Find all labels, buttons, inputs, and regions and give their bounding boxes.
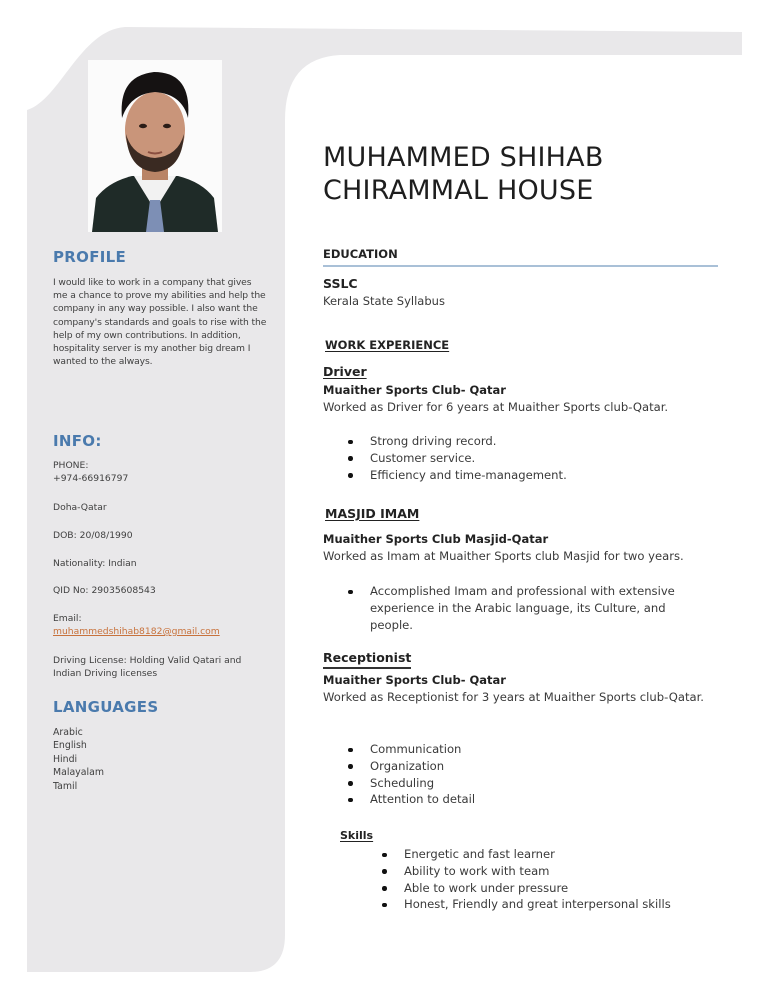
phone-number: +974-66916797 [53,473,129,484]
job-role-receptionist: Receptionist [323,650,411,669]
candidate-name [323,141,604,207]
language-item: Arabic [53,727,83,738]
job-bullets [346,583,701,633]
person-portrait-icon [88,60,222,232]
skill-item: Energetic and fast learner [380,846,671,863]
job-description: Worked as Receptionist for 3 years at Muaither Sports club-Qatar. [323,690,704,704]
work-experience-heading: WORK EXPERIENCE [325,338,450,352]
job-description: Worked as Imam at Muaither Sports club Masjid for two years. [323,549,684,563]
language-item: Malayalam [53,767,104,779]
name-line-1: MUHAMMED SHIHAB [323,142,604,173]
job-role-driver: Driver [323,364,367,379]
profile-heading: PROFILE [53,248,127,266]
skill-item: Honest, Friendly and great interpersonal skills [380,896,671,913]
job-org: Muaither Sports Club- Qatar [323,673,506,687]
job-description: Worked as Driver for 6 years at Muaither Sports club-Qatar. [323,400,669,414]
phone-block [53,459,268,485]
driving-license: Driving License: Holding Valid Qatari and Indian Driving licenses [53,655,242,679]
profile-section [53,248,268,368]
job-org: Muaither Sports Club Masjid-Qatar [323,532,549,546]
job-bullets [346,433,567,483]
bullet-item: Accomplished Imam and professional with extensive experience in the Arabic language, its Culture, and people. [346,583,701,633]
bullet-item: Customer service. [346,450,567,467]
info-heading: INFO: [53,432,102,450]
language-item: Tamil [53,780,78,792]
languages-list [53,726,104,793]
date-of-birth: DOB: 20/08/1990 [53,530,133,541]
skills-list [380,846,671,913]
language-item: English [53,740,87,752]
bullet-item: Strong driving record. [346,433,567,450]
email-label: Email: [53,613,82,624]
education-degree: SSLC [323,276,358,291]
bullet-item: Scheduling [346,775,475,792]
job-role-imam: MASJID IMAM [325,506,420,521]
education-heading: EDUCATION [323,247,718,267]
profile-photo [88,60,222,232]
job-org: Muaither Sports Club- Qatar [323,383,506,397]
phone-label: PHONE: [53,460,89,471]
education-board: Kerala State Syllabus [323,294,445,308]
profile-summary: I would like to work in a company that gives me a chance to prove my abilities and help the company in any way possible. I also want the company's standards and goals to rise with the help of my own contributions. In addition, hospitality server is my another big dream I wanted to the always. [53,277,267,368]
language-item: Hindi [53,753,78,765]
languages-heading: LANGUAGES [53,698,159,716]
name-line-2: CHIRAMMAL HOUSE [323,175,594,206]
skill-item: Ability to work with team [380,863,671,880]
bullet-item: Attention to detail [346,791,475,808]
bullet-item: Communication [346,741,475,758]
email-link[interactable]: muhammedshihab8182@gmail.com [53,626,220,637]
bullet-item: Organization [346,758,475,775]
bullet-item: Efficiency and time-management. [346,467,567,484]
email-block [53,612,268,638]
qid-number: QID No: 29035608543 [53,585,156,596]
location: Doha-Qatar [53,502,107,513]
nationality: Nationality: Indian [53,558,137,569]
skill-item: Able to work under pressure [380,880,671,897]
skills-heading: Skills [340,829,374,842]
job-bullets [346,741,475,808]
